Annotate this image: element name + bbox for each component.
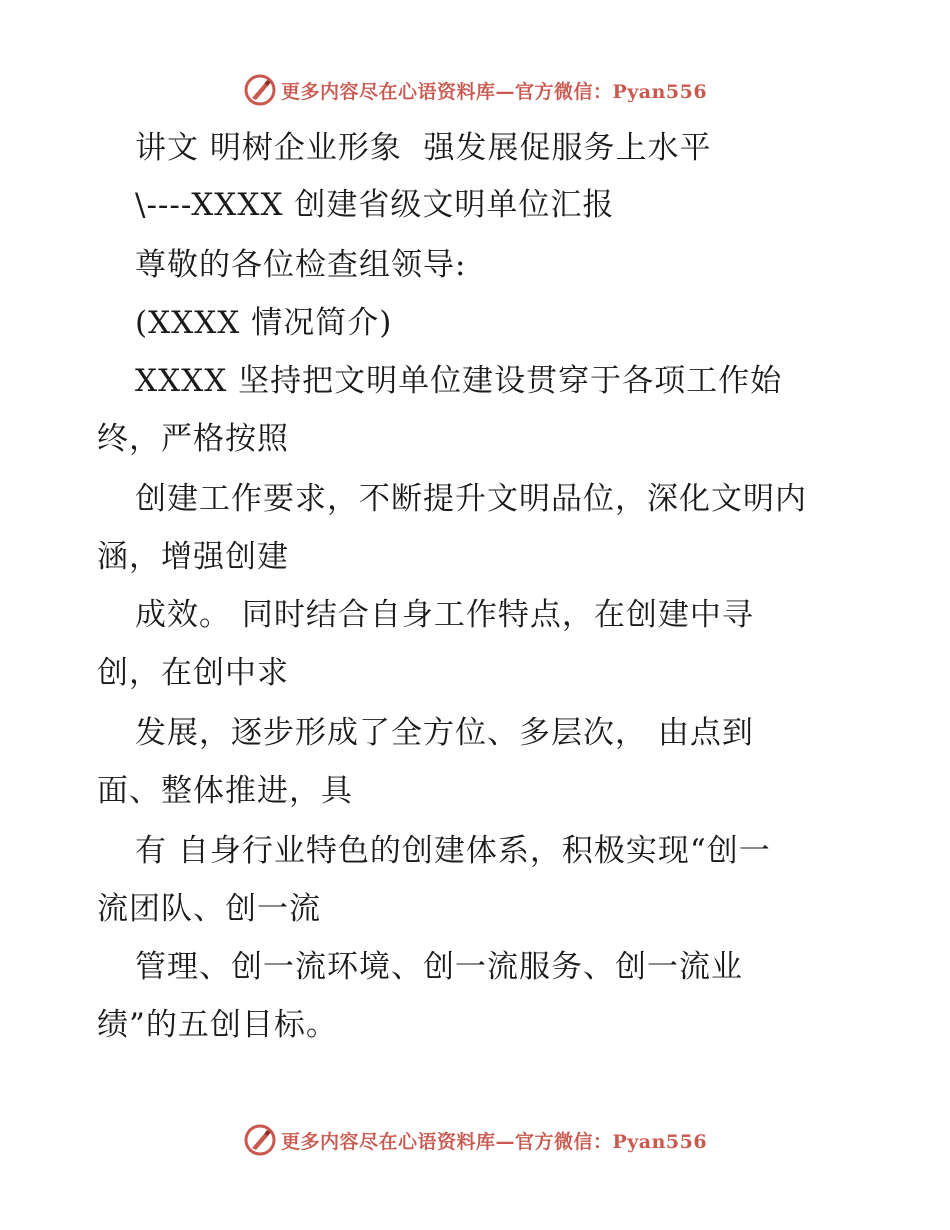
document-title: 讲文 明树企业形象 强发展促服务上水平 — [135, 130, 712, 166]
paragraph-line: 绩”的五创目标。 — [97, 1007, 338, 1043]
paragraph-line: 涵，增强创建 — [97, 539, 289, 575]
paragraph-line: 创建工作要求，不断提升文明品位，深化文明内 — [135, 481, 807, 517]
paragraph-line: XXXX 坚持把文明单位建设贯穿于各项工作始 — [135, 363, 783, 399]
footer-watermark-text: 更多内容尽在心语资料库—官方微信：Pyan556 — [280, 1130, 708, 1153]
paragraph-line: 发展，逐步形成了全方位、多层次， 由点到 — [135, 715, 754, 751]
paragraph-line: 创，在创中求 — [97, 655, 289, 691]
paragraph-line: 终，严格按照 — [97, 421, 289, 457]
header-watermark-text: 更多内容尽在心语资料库—官方微信：Pyan556 — [280, 80, 708, 103]
pen-circle-logo-icon — [243, 73, 277, 107]
paragraph-line: 流团队、创一流 — [97, 891, 321, 927]
footer-watermark — [0, 1120, 950, 1160]
paragraph-line: 有 自身行业特色的创建体系，积极实现“创一 — [135, 833, 771, 869]
header-watermark — [0, 70, 950, 110]
paragraph-line: 面、整体推进，具 — [97, 773, 353, 809]
pen-circle-logo-icon — [243, 1123, 277, 1157]
salutation: 尊敬的各位检查组领导: — [135, 247, 467, 283]
section-heading: (XXXX 情况简介) — [135, 305, 393, 341]
paragraph-line: 管理、创一流环境、创一流服务、创一流业 — [135, 949, 743, 985]
document-subtitle: \----XXXX 创建省级文明单位汇报 — [135, 187, 615, 223]
paragraph-line: 成效。 同时结合自身工作特点，在创建中寻 — [135, 597, 754, 633]
